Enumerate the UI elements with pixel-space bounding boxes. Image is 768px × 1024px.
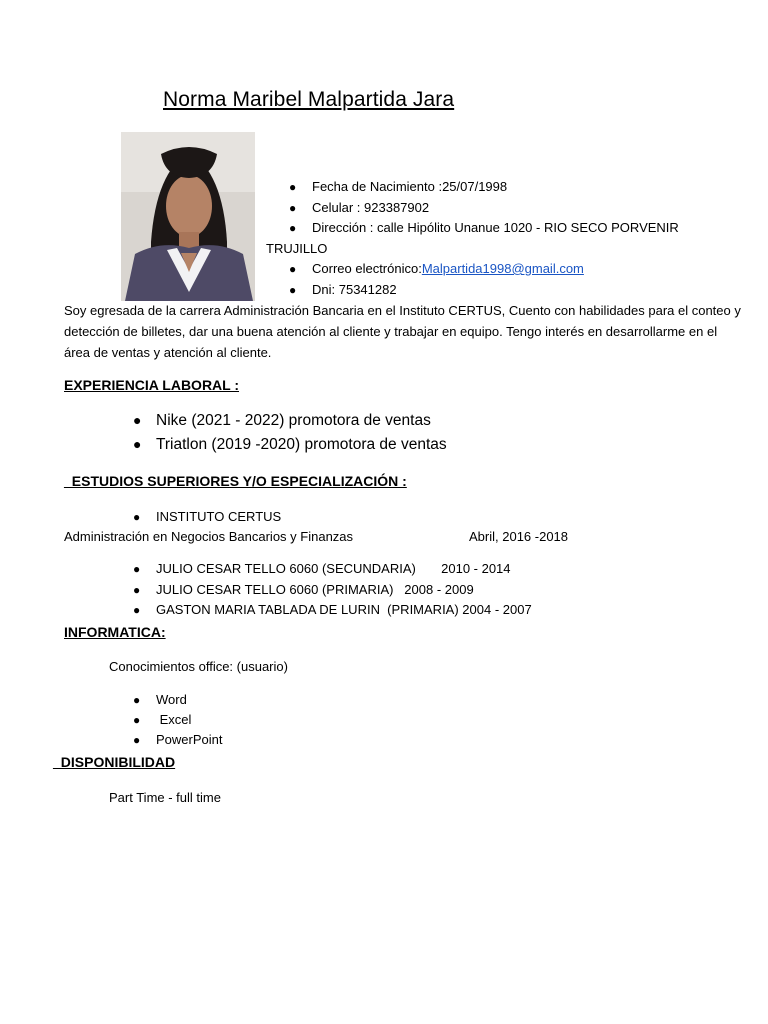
career-dates: Abril, 2016 -2018	[469, 529, 569, 544]
bullet-icon: ●	[289, 283, 297, 297]
availability-value: Part Time - full time	[109, 790, 221, 805]
school-item: ● JULIO CESAR TELLO 6060 (SECUNDARIA) 2010 - 2014	[133, 561, 511, 576]
bullet-icon: ●	[133, 713, 141, 727]
software-item: ● Excel	[133, 712, 192, 727]
bullet-icon: ●	[289, 201, 297, 215]
profile-photo	[121, 132, 255, 301]
school-item: ● GASTON MARIA TABLADA DE LURIN (PRIMARIA) 2004 - 2007	[133, 602, 532, 617]
school-item: ● JULIO CESAR TELLO 6060 (PRIMARIA) 2008 - 2009	[133, 582, 474, 597]
address: ● Dirección : calle Hipólito Unanue 1020 - RIO SECO PORVENIR	[289, 220, 679, 235]
bullet-icon: ●	[133, 436, 142, 452]
bullet-icon: ●	[289, 180, 297, 194]
birth-date: ● Fecha de Nacimiento :25/07/1998	[289, 179, 508, 194]
bullet-icon: ●	[133, 510, 141, 524]
profile-paragraph: Soy egresada de la carrera Administración Bancaria en el Instituto CERTUS, Cuento con habilidades para el conteo y detección de billetes, dar una buena atención al cliente y trabajar en equipo. Tengo interés en desarrollarme en el área de ventas y atención al cliente.	[64, 303, 741, 360]
phone: ● Celular : 923387902	[289, 200, 430, 215]
bullet-icon: ●	[133, 693, 141, 707]
informatica-heading: INFORMATICA:	[64, 624, 166, 640]
email: ● Correo electrónico:Malpartida1998@gmail.com	[289, 261, 584, 276]
profile-photo-image	[121, 132, 255, 301]
bullet-icon: ●	[289, 262, 297, 276]
bullet-icon: ●	[133, 603, 141, 617]
career: Administración en Negocios Bancarios y Finanzas	[64, 529, 354, 544]
experience-heading: EXPERIENCIA LABORAL :	[64, 377, 240, 393]
bullet-icon: ●	[289, 221, 297, 235]
bullet-icon: ●	[133, 583, 141, 597]
bullet-icon: ●	[133, 562, 141, 576]
experience-item: ● Triatlon (2019 -2020) promotora de ventas	[133, 436, 447, 453]
bullet-icon: ●	[133, 412, 142, 428]
bullet-icon: ●	[133, 733, 141, 747]
email-link[interactable]: Malpartida1998@gmail.com	[421, 261, 584, 276]
institute: ● INSTITUTO CERTUS	[133, 509, 282, 524]
software-item: ● Word	[133, 692, 187, 707]
address-city: TRUJILLO	[266, 241, 328, 256]
software-item: ● PowerPoint	[133, 732, 223, 747]
studies-heading: _ESTUDIOS SUPERIORES Y/O ESPECIALIZACIÓN :	[64, 473, 407, 489]
dni: ● Dni: 75341282	[289, 282, 397, 297]
availability-heading: _DISPONIBILIDAD	[53, 754, 176, 770]
office-knowledge: Conocimientos office: (usuario)	[109, 659, 288, 674]
experience-item: ● Nike (2021 - 2022) promotora de ventas	[133, 412, 431, 429]
resume-name: Norma Maribel Malpartida Jara	[163, 88, 455, 111]
